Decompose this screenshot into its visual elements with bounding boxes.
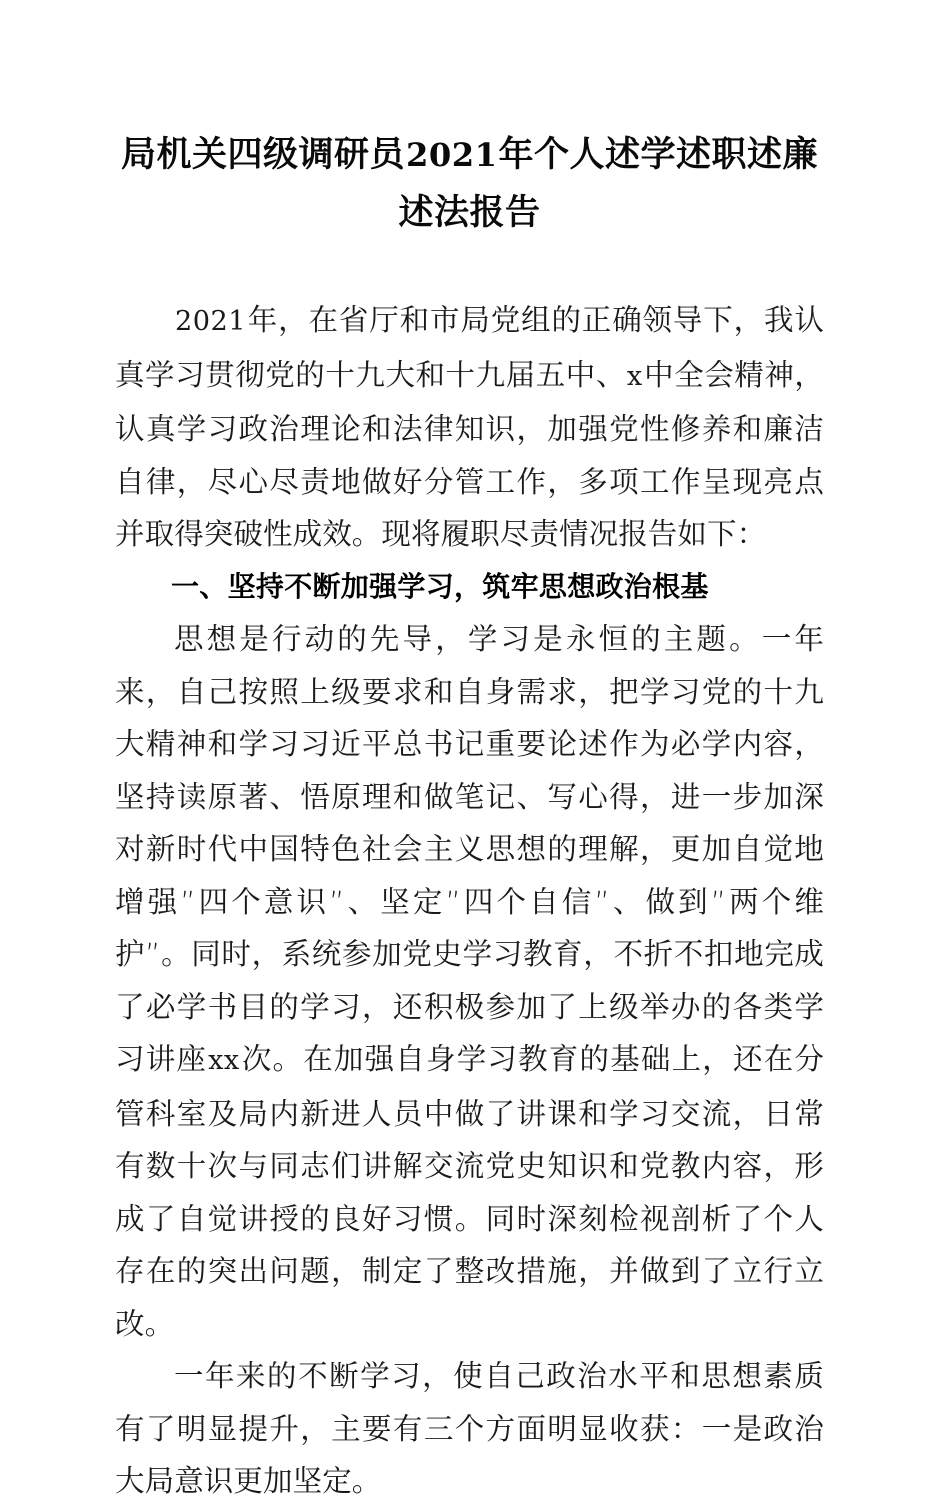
- latin-run: 2021: [405, 136, 498, 174]
- paragraph-section-1-body: 思想是行动的先导，学习是永恒的主题。一年来，自己按照上级要求和自身需求，把学习党的十九大精神和学习习近平总书记重要论述作为必学内容，坚持读原著、悟原理和做笔记、写心得，进一步加深对新时代中国特色社会主义思想的理解，更加自觉地增强”四个意识”、坚定”四个自信”、做到”两个维护”。同时，系统参加党史学习教育，不折不扣地完成了必学书目的学习，还积极参加了上级举办的各类学习讲座xx次。在加强自身学习教育的基础上，还在分管科室及局内新进人员中做了讲课和学习交流，日常有数十次与同志们讲解交流党史知识和党教内容，形成了自觉讲授的良好习惯。同时深刻检视剖析了个人存在的突出问题，制定了整改措施，并做到了立行立改。: [115, 622, 824, 1341]
- latin-run: 2021: [175, 306, 247, 337]
- section-heading-1: 一、坚持不断加强学习，筑牢思想政治根基: [171, 569, 709, 603]
- page-content-area: [115, 0, 824, 1508]
- latin-run: xx: [208, 1045, 240, 1076]
- document-title-line-2: 述法报告: [398, 192, 541, 233]
- document-title-line-1: 局机关四级调研员2021年个人述学述职述廉: [120, 134, 819, 175]
- paragraph-section-1-summary: 一年来的不断学习，使自己政治水平和思想素质有了明显提升，主要有三个方面明显收获：一是政治大局意识更加坚定。: [115, 1359, 824, 1498]
- latin-run: x: [626, 360, 643, 392]
- document-title: [115, 0, 824, 241]
- paragraph-intro: 2021年，在省厅和市局党组的正确领导下，我认真学习贯彻党的十九大和十九届五中、x中全会精神，认真学习政治理论和法律知识，加强党性修养和廉洁自律，尽心尽责地做好分管工作，多项工作呈现亮点并取得突破性成效。现将履职尽责情况报告如下：: [115, 303, 824, 551]
